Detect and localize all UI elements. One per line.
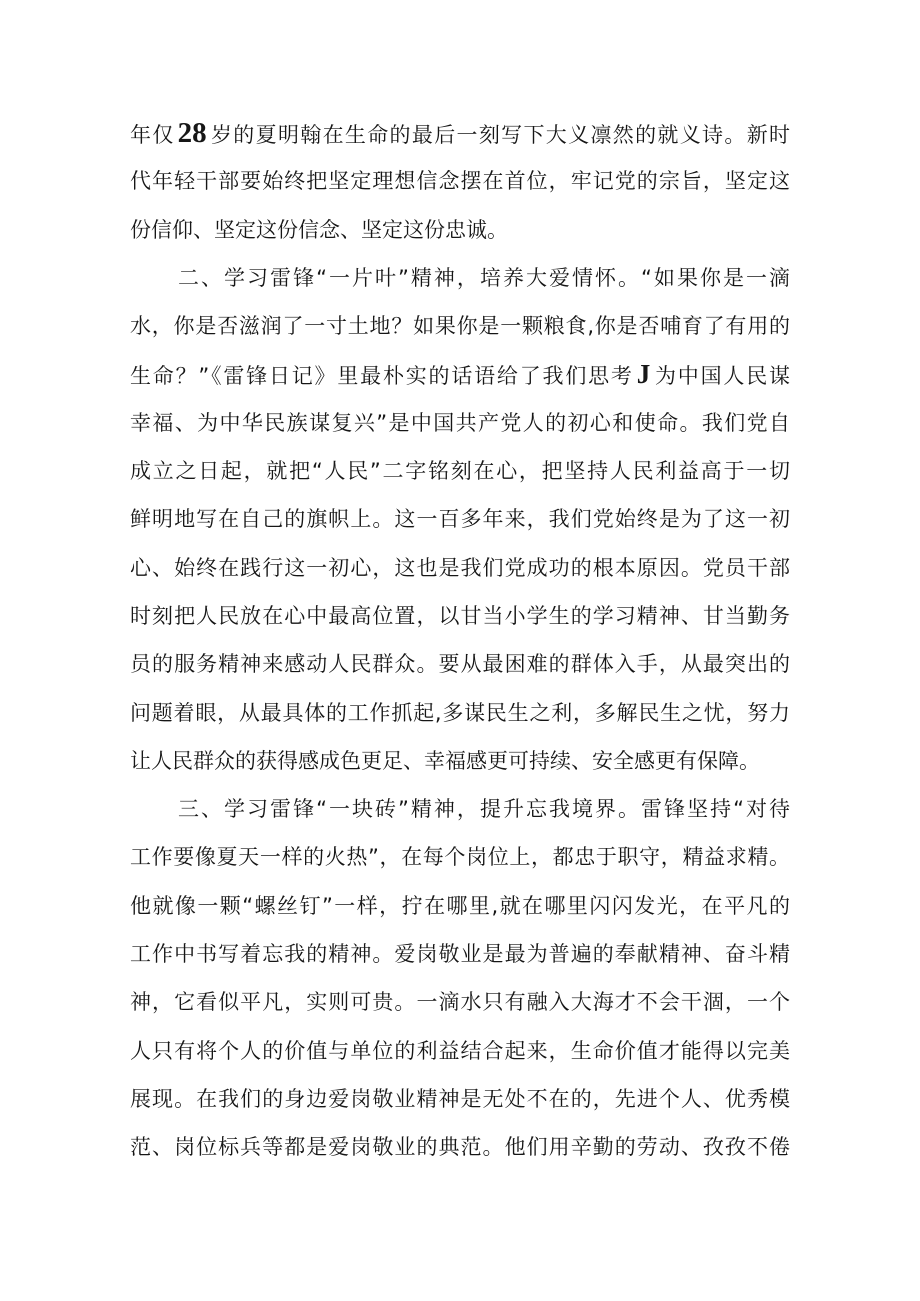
text-line: 份信仰、坚定这份信念、坚定这份忠诚。: [130, 217, 508, 242]
text-line: 幸福、为中华民族谋复兴”是中国共产党人的初心和使命。我们党自: [130, 410, 790, 435]
text-line: 展现。在我们的身边爱岗敬业精神是无处不在的，先进个人、优秀模: [130, 1086, 790, 1111]
text-line: 心、始终在践行这一初心，这也是我们党成功的根本原因。党员干部: [130, 555, 790, 580]
age-number: 28: [177, 117, 207, 149]
text-line: 问题着眼，从最具体的工作抓起,多谋民生之利，多解民生之忧，努力: [130, 700, 790, 725]
text-line: 神，它看似平凡，实则可贵。一滴水只有融入大海才不会干涸，一个: [130, 990, 790, 1015]
text-segment: 岁的夏明翰在生命的最后一刻写下大义凛然的就义诗。新时: [209, 123, 790, 147]
text-line: 范、岗位标兵等都是爱岗敬业的典范。他们用辛勤的劳动、孜孜不倦: [130, 1135, 790, 1160]
text-line: 他就像一颗“螺丝钉”一样，拧在哪里,就在哪里闪闪发光，在平凡的: [130, 893, 790, 918]
text-line: 鲜明地写在自己的旗帜上。这一百多年来，我们党始终是为了这一初: [130, 507, 790, 532]
section-heading-line: 三、学习雷锋“一块砖”精神，提升忘我境界。雷锋坚持“对待: [178, 797, 790, 822]
text-line: 员的服务精神来感动人民群众。要从最困难的群体入手，从最突出的: [130, 652, 790, 677]
paragraph-3: [130, 785, 790, 1171]
text-line: 工作要像夏天一样的火热”，在每个岗位上，都忠于职守，精益求精。: [130, 845, 790, 870]
paragraph-1: [130, 109, 790, 254]
text-segment: 生命？”《雷锋日记》里最朴实的话语给了我们思考: [130, 364, 634, 389]
section-heading-line: 二、学习雷锋“一片叶”精神，培养大爱情怀。“如果你是一滴: [178, 265, 790, 290]
text-line: 人只有将个人的价值与单位的利益结合起来，生命价值才能得以完美: [130, 1038, 790, 1063]
text-segment: 为中国人民谋: [653, 364, 790, 389]
body-text: [130, 109, 790, 1172]
text-line: 水，你是否滋润了一寸土地？如果你是一颗粮食,你是否哺育了有用的: [130, 314, 790, 339]
text-line: 代年轻干部要始终把坚定理想信念摆在首位，牢记党的宗旨，坚定这: [130, 169, 790, 194]
paragraph-2: [130, 254, 790, 785]
text-line: 成立之日起，就把“人民”二字铭刻在心，把坚持人民利益高于一切: [130, 459, 790, 484]
text-line: 让人民群众的获得感成色更足、幸福感更可持续、安全感更有保障。: [130, 748, 760, 773]
text-line: 工作中书写着忘我的精神。爱岗敬业是最为普遍的奉献精神、奋斗精: [130, 942, 790, 967]
text-segment: 年仅: [130, 123, 175, 147]
stray-glyph: J: [636, 359, 651, 390]
text-line: 时刻把人民放在心中最高位置，以甘当小学生的学习精神、甘当勤务: [130, 603, 790, 628]
text-line: [130, 350, 790, 398]
text-line: [130, 109, 790, 157]
